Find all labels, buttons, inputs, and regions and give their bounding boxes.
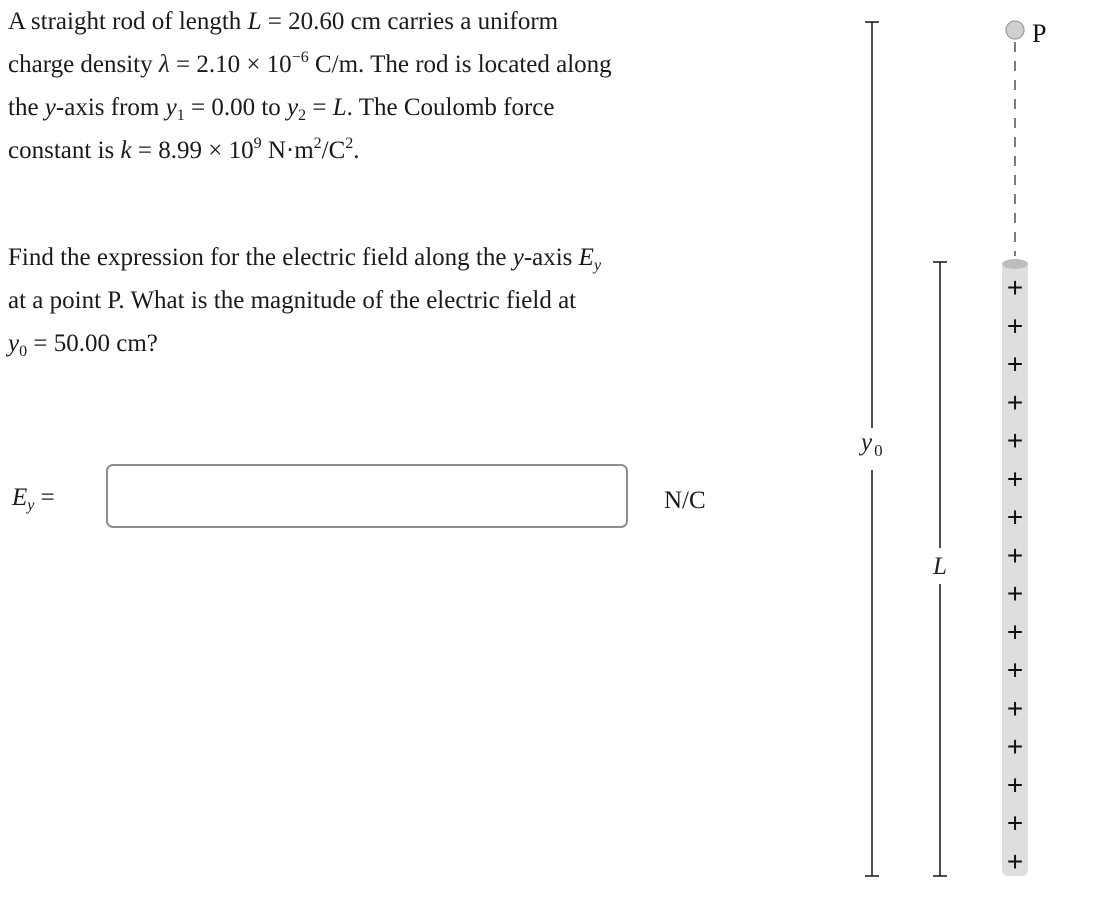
charge-plus: + [1006,463,1024,495]
coulomb-exponent: 9 [253,135,262,152]
charge-plus: + [1006,846,1024,877]
question-line-1: Find the expression for the electric field along the y-axis $E_y$ [8,244,602,274]
density-mantissa: 2.10 [196,51,241,78]
problem-statement [8,0,612,172]
charge-plus: + [1006,731,1024,763]
length-dimension [932,262,947,876]
density-exponent: −6 [291,49,309,66]
density-symbol: λ [158,51,170,78]
charge-plus: + [1006,578,1024,610]
question-line-2: at a point P. What is the magnitude of the electric field at [8,287,577,314]
rod-length-value: 20.60 cm [288,8,382,35]
answer-label: $E_y$ = [12,484,55,514]
question-text [8,236,601,365]
point-p [1006,21,1024,39]
length-label: L [933,553,947,580]
question-y0-value: 50.00 cm [53,330,147,357]
charge-plus: + [1006,654,1024,686]
charged-rod [1002,259,1028,877]
rod-diagram [840,0,1080,898]
point-p-label: P [1032,19,1047,48]
y0-label: y $_0$ [861,429,883,460]
charge-plus: + [1006,386,1024,418]
answer-row [0,462,760,534]
charge-plus: + [1006,539,1024,571]
answer-unit: N/C [664,487,706,514]
problem-line-3: the y-axis from $y_1 = 0.00$ to $y_2 = L$. The Coulomb force [8,94,555,124]
question-line-3: $y_0 = 50.00$ cm? [8,330,158,360]
charge-plus: + [1006,310,1024,342]
problem-line-1: A straight rod of length L = 20.60 cm carries a uniform [8,8,559,35]
charge-plus: + [1006,692,1024,724]
coulomb-mantissa: 8.99 [158,137,202,164]
density-unit: C/m [314,51,359,78]
charge-plus: + [1006,425,1024,457]
y1-value: 0.00 [211,94,256,121]
problem-line-2: charge density $\lambda = 2.10 \times 10^{-6}$ C/m. The rod is located along [8,49,612,78]
charge-plus: + [1006,272,1024,303]
problem-line-4: constant is $k = 8.99 \times 10^9$ $N\cdot m^2/C^2$. [8,135,360,164]
charge-plus: + [1006,807,1024,839]
charge-plus: + [1006,501,1024,533]
charge-plus: + [1006,769,1024,801]
y0-dimension [858,22,883,876]
answer-input[interactable] [106,464,628,528]
charge-plus: + [1006,616,1024,648]
charge-plus: + [1006,348,1024,380]
